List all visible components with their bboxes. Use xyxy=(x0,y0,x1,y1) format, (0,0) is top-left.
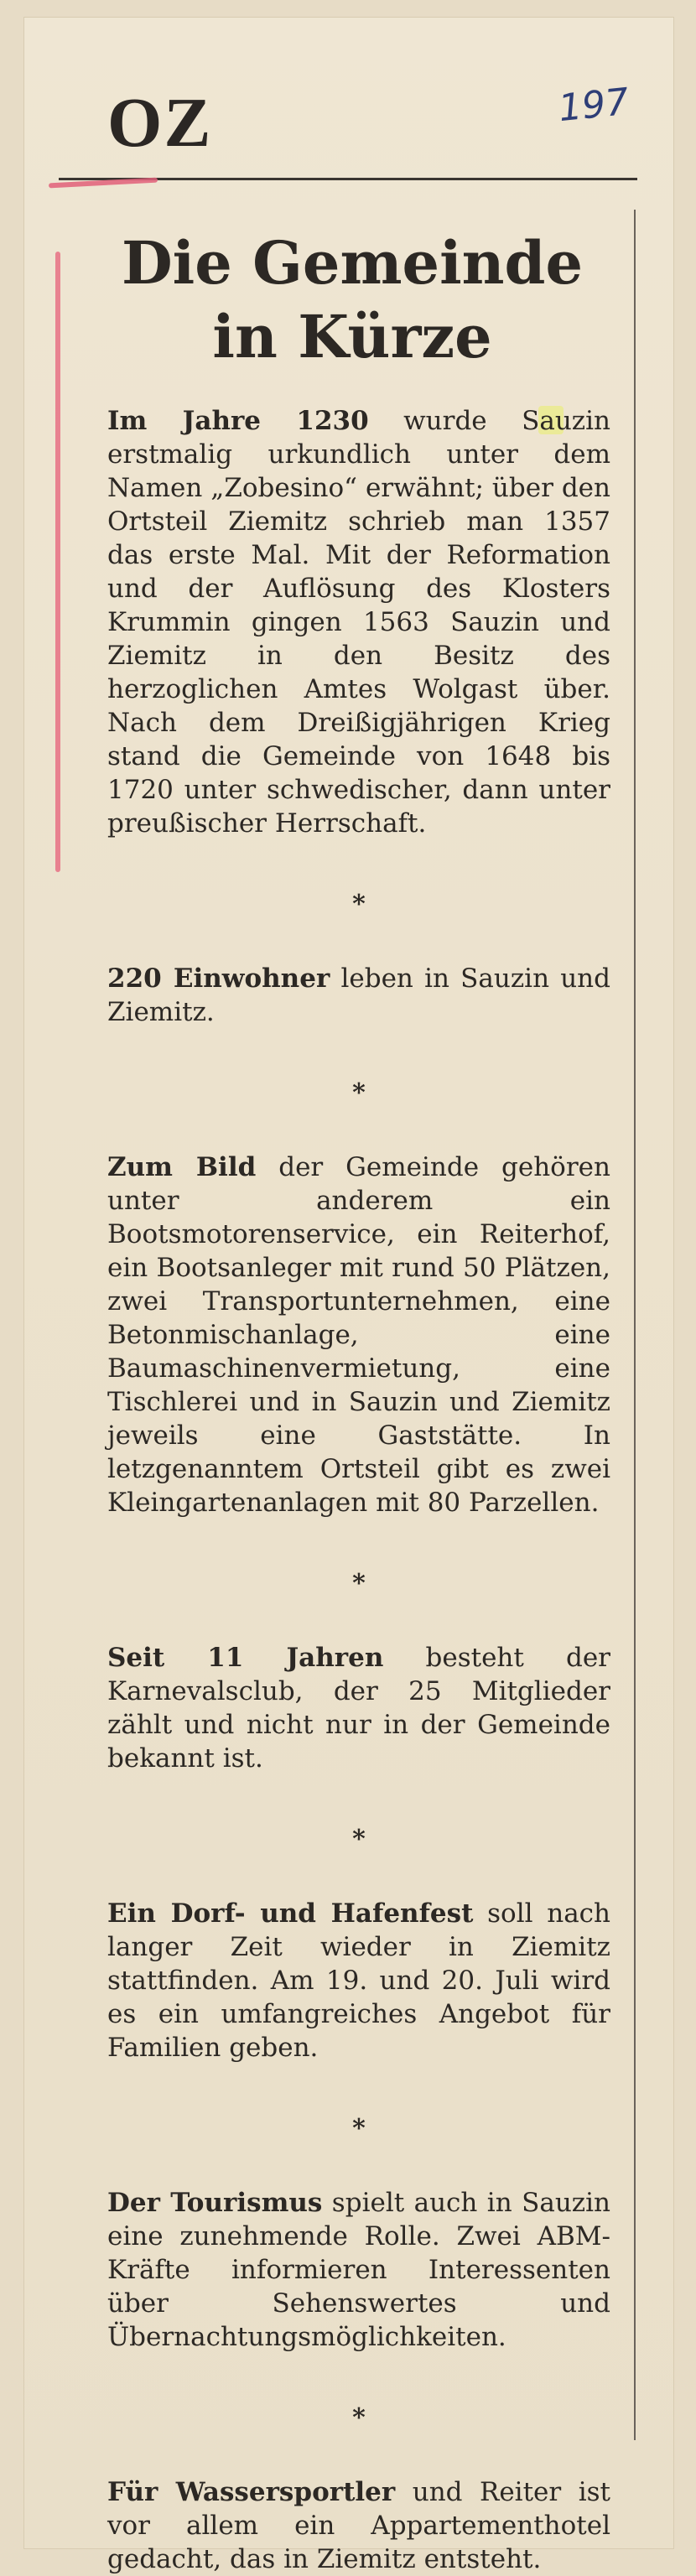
lead-in: Seit 11 Jahren xyxy=(107,1643,384,1673)
masthead: OZ xyxy=(107,84,213,162)
article-body xyxy=(107,404,610,2576)
separator-star: * xyxy=(352,1825,366,1854)
paragraph-text: soll nach langer Zeit wieder in Ziemitz stattfinden. Am 19. und 20. Juli wird es ein umfangreiches Angebot für Familien geben. xyxy=(107,1898,610,2063)
separator-star: * xyxy=(352,1078,366,1108)
headline-line-2: in Kürze xyxy=(212,302,492,371)
separator-star: * xyxy=(352,890,366,919)
paragraph-tourism xyxy=(107,2186,610,2354)
paragraph-businesses xyxy=(107,1150,610,1519)
lead-in: Ein Dorf- und Hafenfest xyxy=(107,1898,474,1929)
lead-in: Der Tourismus xyxy=(107,2188,323,2218)
paragraph-text: der Gemeinde gehören unter anderem ein Bootsmotorenservice, ein Reiterhof, ein Bootsanleger mit rund 50 Plätzen, zwei Transportunternehmen, eine Betonmischanlage, eine Baumaschinenvermietung, eine Tischlerei und in Sauzin und Ziemitz jeweils eine Gaststätte. In letzgenanntem Ortsteil gibt es zwei Kleingartenanlagen mit 80 Parzellen. xyxy=(107,1152,610,1518)
pen-margin-mark xyxy=(55,252,60,872)
separator-star: * xyxy=(352,2114,366,2143)
handwritten-page-number: 197 xyxy=(556,80,631,131)
paragraph-text: spielt auch in Sauzin eine zunehmende Rolle. Zwei ABM-Kräfte informieren Interessenten über Sehenswertes und Übernachtungsmöglichkeiten. xyxy=(107,2188,611,2352)
separator-star: * xyxy=(352,2403,366,2433)
lead-in: Für Wassersportler xyxy=(107,2477,396,2507)
paragraph-history xyxy=(107,404,610,840)
paragraph-watersports xyxy=(107,2475,610,2576)
lead-in: Im Jahre 1230 xyxy=(107,406,369,436)
headline-line-1: Die Gemeinde xyxy=(121,228,584,298)
headline xyxy=(84,226,621,374)
paragraph-festival xyxy=(107,1897,610,2064)
paragraph-carnival xyxy=(107,1641,610,1775)
paragraph-text: wurde Sauzin erstmalig urkundlich unter dem Namen „Zobesino“ erwähnt; über den Ortsteil Ziemitz schrieb man 1357 das erste Mal. Mit der Reformation und der Auflösung des Klosters Krummin gingen 1563 Sauzin und Ziemitz in den Besitz des herzoglichen Amtes Wolgast über. Nach dem Dreißigjährigen Krieg stand die Gemeinde von 1648 bis 1720 unter schwedischer, dann unter preußischer Herrschaft. xyxy=(107,406,610,839)
lead-in: Zum Bild xyxy=(107,1152,257,1182)
separator-star: * xyxy=(352,1569,366,1598)
paragraph-text: und Reiter ist vor allem ein Appartementhotel gedacht, das in Ziemitz entsteht. xyxy=(107,2477,610,2574)
paragraph-text: besteht der Karnevalsclub, der 25 Mitglieder zählt und nicht nur in der Gemeinde bekannt ist. xyxy=(107,1643,610,1774)
paragraph-text: leben in Sauzin und Ziemitz. xyxy=(107,963,610,1027)
paragraph-population xyxy=(107,962,610,1029)
column-rule xyxy=(634,210,636,2440)
lead-in: 220 Einwohner xyxy=(107,963,330,994)
